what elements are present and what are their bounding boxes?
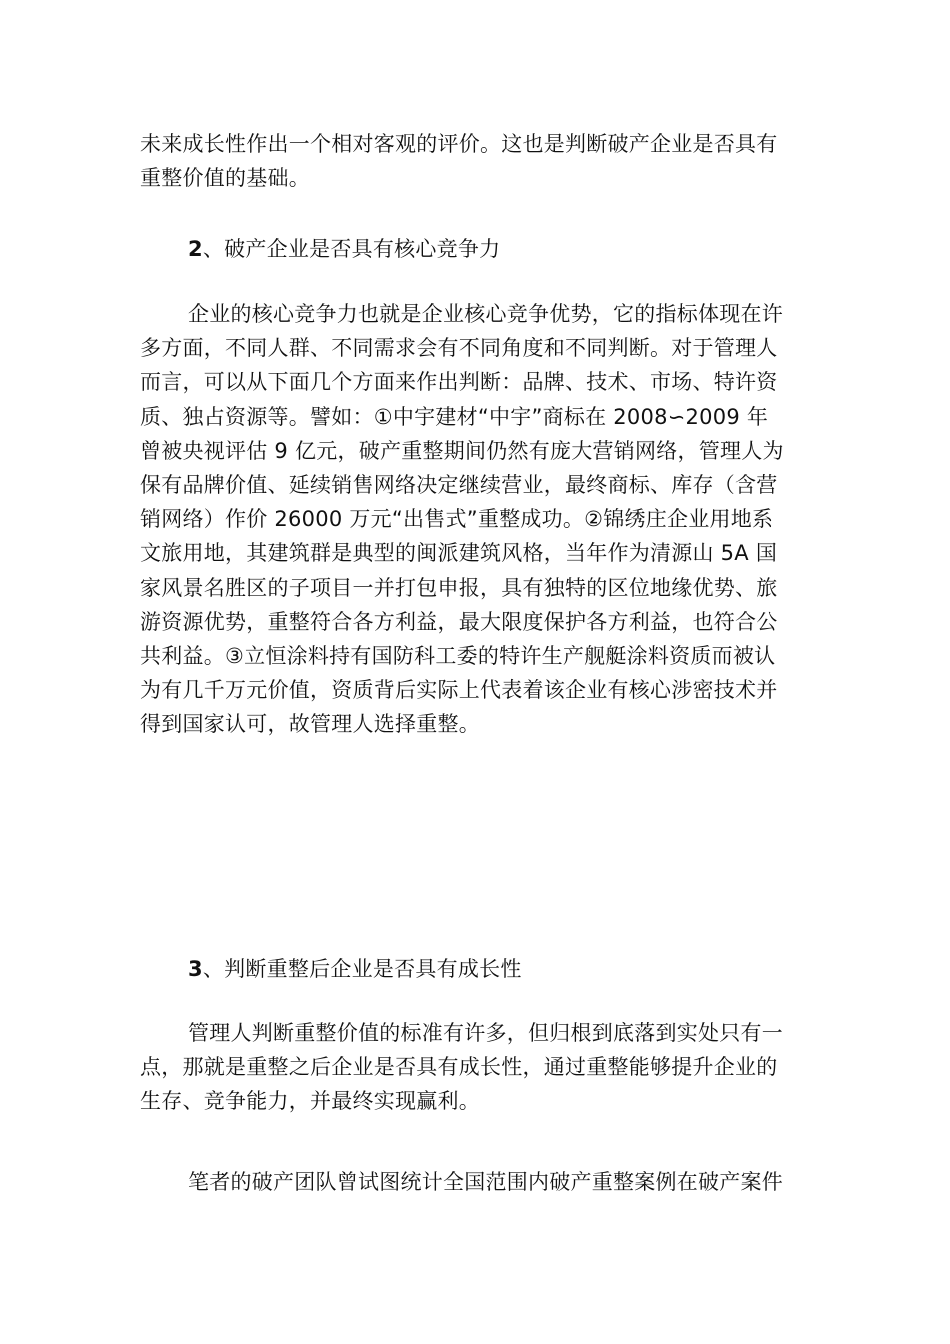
- paragraph-statistics: [140, 1165, 824, 1199]
- text-line: 共利益。③立恒涂料持有国防科工委的特许生产舰艇涂料资质而被认: [140, 643, 776, 668]
- paragraph-growth-potential: [140, 1016, 824, 1119]
- paragraph-continuation: [140, 127, 824, 195]
- text-line: 游资源优势，重整符合各方利益，最大限度保护各方利益，也符合公: [140, 609, 778, 634]
- text-line: 企业的核心竞争力也就是企业核心竞争优势，它的指标体现在许: [188, 302, 783, 326]
- text-line: 生存、竞争能力，并最终实现赢利。: [140, 1089, 480, 1114]
- paragraph-core-competitiveness: [140, 297, 824, 741]
- text-line: 质、独占资源等。譬如：①中宇建材“中宇”商标在 2008∽2009 年: [140, 404, 769, 429]
- section-heading-2: [188, 235, 500, 263]
- text-line: 多方面，不同人群、不同需求会有不同角度和不同判断。对于管理人: [140, 336, 778, 361]
- section-heading-3: [188, 955, 522, 983]
- text-line: 曾被央视评估 9 亿元，破产重整期间仍然有庞大营销网络，管理人为: [140, 438, 784, 463]
- section-title: 、判断重整后企业是否具有成长性: [202, 957, 522, 981]
- text-line: 点，那就是重整之后企业是否具有成长性，通过重整能够提升企业的: [140, 1055, 778, 1080]
- text-line: 未来成长性作出一个相对客观的评价。这也是判断破产企业是否具有: [140, 132, 778, 156]
- text-line: 得到国家认可，故管理人选择重整。: [140, 712, 480, 737]
- text-line: 家风景名胜区的子项目一并打包申报，具有独特的区位地缘优势、旅: [140, 575, 778, 600]
- text-line: 而言，可以从下面几个方面来作出判断：品牌、技术、市场、特许资: [140, 370, 778, 395]
- text-line: 销网络）作价 26000 万元“出售式”重整成功。②锦绣庄企业用地系: [140, 507, 774, 532]
- section-number: 3: [188, 957, 203, 981]
- text-line: 为有几千万元价值，资质背后实际上代表着该企业有核心涉密技术并: [140, 678, 778, 703]
- text-line: 管理人判断重整价值的标准有许多，但归根到底落到实处只有一: [188, 1021, 783, 1045]
- section-number: 2: [188, 237, 203, 261]
- text-line: 保有品牌价值、延续销售网络决定继续营业，最终商标、库存（含营: [140, 472, 778, 497]
- text-line: 重整价值的基础。: [140, 166, 310, 191]
- text-line: 笔者的破产团队曾试图统计全国范围内破产重整案例在破产案件: [188, 1170, 783, 1194]
- section-title: 、破产企业是否具有核心竞争力: [202, 237, 501, 261]
- text-line: 文旅用地，其建筑群是典型的闽派建筑风格，当年作为清源山 5A 国: [140, 541, 778, 566]
